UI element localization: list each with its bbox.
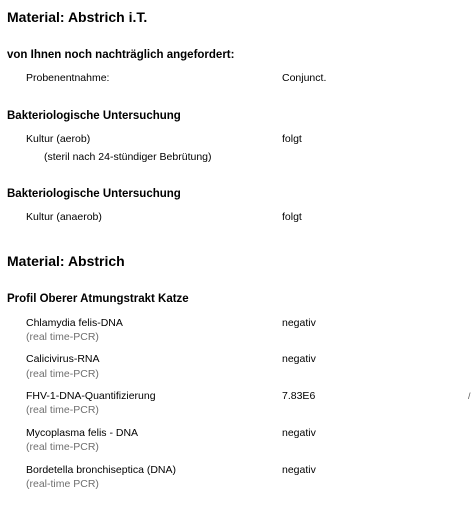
test-value-bordetella: negativ — [282, 464, 316, 476]
culture-aerob-label: Kultur (aerob) — [26, 133, 91, 145]
subsection-heading-bacteriology-anaerob: Bakteriologische Untersuchung — [7, 188, 181, 200]
sampling-label: Probenentnahme: — [26, 72, 110, 84]
test-method-bordetella: (real-time PCR) — [26, 478, 99, 490]
culture-anaerob-label: Kultur (anaerob) — [26, 211, 102, 223]
test-label-fhv1: FHV-1-DNA-Quantifizierung — [26, 390, 156, 402]
culture-aerob-value: folgt — [282, 133, 302, 145]
test-label-chlamydia: Chlamydia felis-DNA — [26, 317, 123, 329]
test-value-calicivirus: negativ — [282, 353, 316, 365]
test-value-chlamydia: negativ — [282, 317, 316, 329]
material-heading-2: Material: Abstrich — [7, 253, 125, 269]
culture-aerob-note: (steril nach 24-stündiger Bebrütung) — [44, 151, 212, 163]
subsection-heading-requested: von Ihnen noch nachträglich angefordert: — [7, 49, 235, 61]
test-method-chlamydia: (real time-PCR) — [26, 331, 99, 343]
sampling-value: Conjunct. — [282, 72, 327, 84]
test-method-mycoplasma: (real time-PCR) — [26, 441, 99, 453]
test-value-fhv1: 7.83E6 — [282, 390, 316, 402]
culture-anaerob-value: folgt — [282, 211, 302, 223]
test-label-mycoplasma: Mycoplasma felis - DNA — [26, 427, 139, 439]
test-method-calicivirus: (real time-PCR) — [26, 368, 99, 380]
test-value-mycoplasma: negativ — [282, 427, 316, 439]
material-heading-1: Material: Abstrich i.T. — [7, 9, 148, 25]
cutoff-edge-mark: / — [468, 391, 471, 401]
test-label-bordetella: Bordetella bronchiseptica (DNA) — [26, 464, 176, 476]
subsection-heading-respiratory-profile: Profil Oberer Atmungstrakt Katze — [7, 293, 189, 305]
subsection-heading-bacteriology-aerob: Bakteriologische Untersuchung — [7, 110, 181, 122]
test-method-fhv1: (real time-PCR) — [26, 404, 99, 416]
test-label-calicivirus: Calicivirus-RNA — [26, 353, 100, 365]
